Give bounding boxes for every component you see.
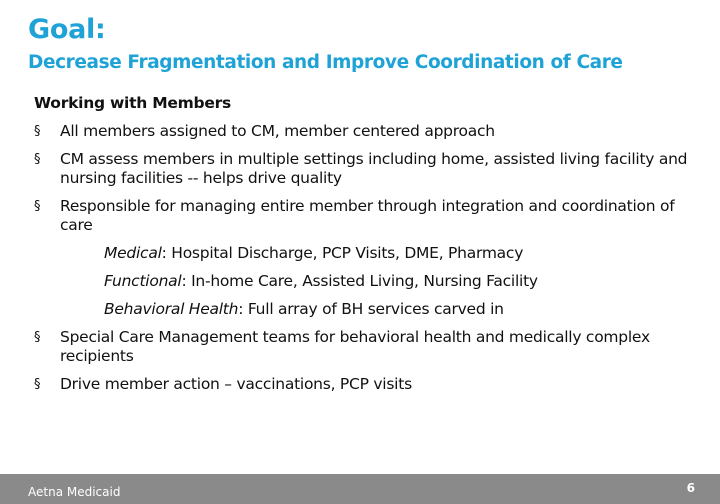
slide-subtitle: Decrease Fragmentation and Improve Coordination of Care <box>28 52 623 73</box>
sub-item-text: : In-home Care, Assisted Living, Nursing Facility <box>181 272 538 290</box>
sub-item-label: Behavioral Health <box>104 300 239 318</box>
bullet-text: Drive member action – vaccinations, PCP visits <box>60 375 412 393</box>
sub-item <box>34 244 694 263</box>
sub-item-label: Medical <box>104 244 162 262</box>
bullet-item <box>34 328 694 366</box>
sub-item-text: : Full array of BH services carved in <box>238 300 504 318</box>
bullet-item <box>34 197 694 235</box>
bullet-marker-icon: § <box>34 152 41 167</box>
bullet-item <box>34 150 694 188</box>
sub-item-label: Functional <box>104 272 182 290</box>
bullet-item <box>34 122 694 141</box>
bullet-marker-icon: § <box>34 199 41 214</box>
sub-item <box>34 272 694 291</box>
bullet-text: Responsible for managing entire member through integration and coordination of care <box>60 197 675 234</box>
slide-body <box>34 94 694 403</box>
bullet-marker-icon: § <box>34 330 41 345</box>
page-number: 6 <box>686 481 695 495</box>
section-heading: Working with Members <box>34 94 232 112</box>
bullet-item <box>34 375 694 394</box>
slide-title: Goal: <box>28 14 106 45</box>
bullet-text: All members assigned to CM, member centered approach <box>60 122 495 140</box>
bullet-marker-icon: § <box>34 377 41 392</box>
sub-item <box>34 300 694 319</box>
bullet-marker-icon: § <box>34 124 41 139</box>
footer-bar <box>0 474 720 504</box>
bullet-text: CM assess members in multiple settings including home, assisted living facility and nursing facilities -- helps drive quality <box>60 150 688 187</box>
bullet-text: Special Care Management teams for behavioral health and medically complex recipients <box>60 328 650 365</box>
sub-item-text: : Hospital Discharge, PCP Visits, DME, Pharmacy <box>161 244 524 262</box>
footer-brand: Aetna Medicaid <box>28 485 121 499</box>
